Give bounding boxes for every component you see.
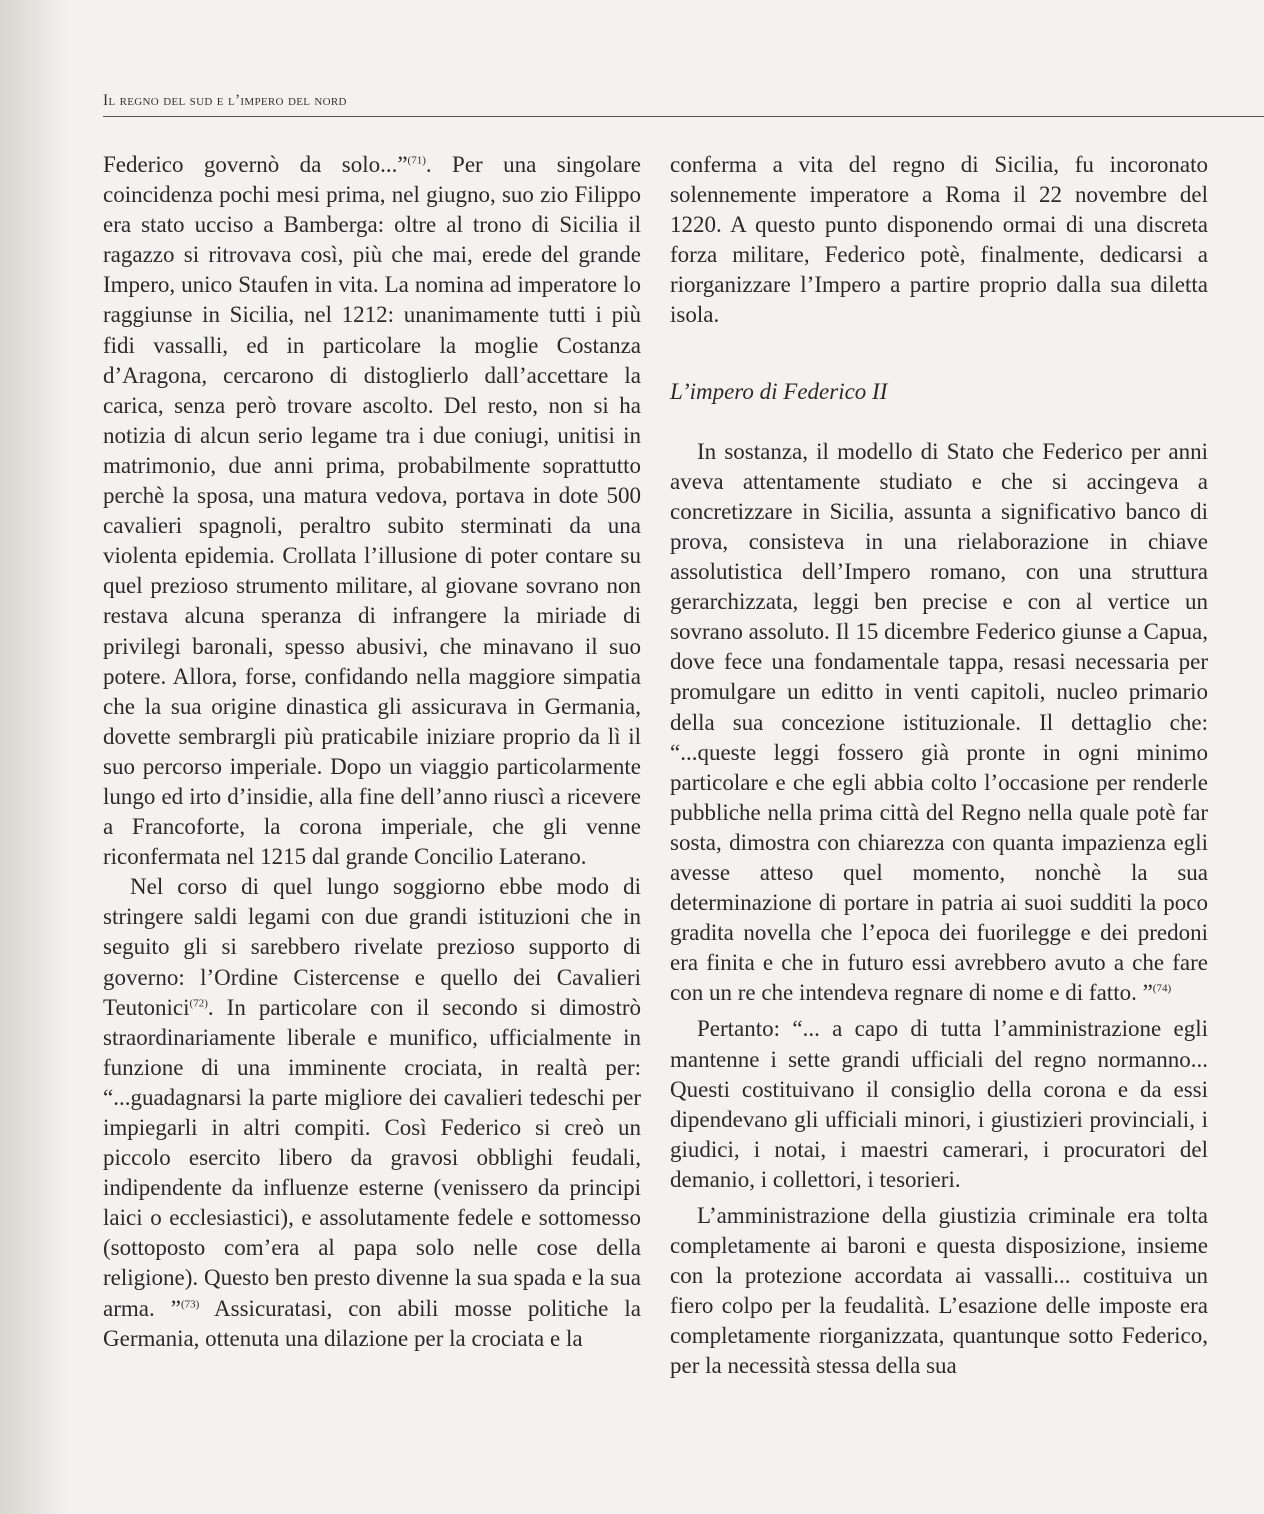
footnote-ref: (73) (180, 1297, 200, 1310)
footnote-ref: (71) (407, 154, 426, 167)
footnote-ref: (72) (189, 996, 208, 1009)
paragraph: Nel corso di quel lungo soggiorno ebbe modo di stringere saldi legami con due grandi istituzioni che in seguito gli si sarebbero rivelate prezioso supporto di governo: l’Ordine Cistercense e quello dei Cavalieri Teutonici$^{(72)}$. In particolare con il secondo si dimostrò straordinariamente liberale e munifico, ufficialmente in funzione di una imminente crociata, in realtà per: “...guadagnarsi la parte migliore dei cavalieri tedeschi per impiegarli in altri compiti. Così Federico si creò un piccolo esercito libero da gravosi obblighi feudali, indipendente da influenze esterne (venissero da principi laici o ecclesiastici), e assolutamente fedele e sottomesso (sottoposto com’era al papa solo nelle cose della religione). Questo ben presto divenne la sua spada e la sua arma. ”$^{(73)}$ Assicuratasi, con abili mosse politiche la Germania, ottenuta una dilazione per la crociata e la (103, 874, 641, 1351)
paragraph: L’amministrazione della giustizia criminale era tolta completamente ai baroni e questa disposizione, insieme con la protezione accordata ai vassalli... costituiva un fiero colpo per la feudalità. L’esazione delle imposte era completamente riorganizzata, quantunque sotto Federico, per la necessità stessa della sua (670, 1203, 1208, 1379)
paragraph: Federico governò da solo...”$^{(71)}$. Per una singolare coincidenza pochi mesi prima, nel giugno, suo zio Filippo era stato ucciso a Bamberga: oltre al trono di Sicilia il ragazzo si ritrovava così, più che mai, erede del grande Impero, unico Staufen in vita. La nomina ad imperatore lo raggiunse in Sicilia, nel 1212: unanimamente tutti i più fidi vassalli, ed in particolare la moglie Costanza d’Aragona, cercarono di distoglierlo dall’accettare la carica, senza però trovare ascolto. Del resto, non si ha notizia di alcun serio legame tra i due coniugi, unitisi in matrimonio, due anni prima, probabilmente soprattutto perchè la sposa, una matura vedova, portava in dote 500 cavalieri spagnoli, peraltro subito sterminati da una violenta epidemia. Crollata l’illusione di poter contare su quel prezioso strumento militare, al giovane sovrano non restava alcuna speranza di infrangere la miriade di privilegi baronali, spesso abusivi, che minavano il suo potere. Allora, forse, confidando nella maggiore simpatia che la sua origine dinastica gli assicurava in Germania, dovette sembrargli più praticabile iniziare proprio da lì il suo percorso imperiale. Dopo un viaggio particolarmente lungo ed irto d’insidie, alla fine dell’anno riuscì a ricevere a Francoforte, la corona imperiale, che gli venne riconfermata nel 1215 dal grande Concilio Laterano. (103, 152, 641, 870)
left-column (103, 150, 641, 1470)
paragraph: In sostanza, il modello di Stato che Federico per anni aveva attentamente studiato e che si accingeva a concretizzare in Sicilia, assunta a significativo banco di prova, consisteva in una rielaborazione in chiave assolutistica dell’Impero romano, con una struttura gerarchizzata, leggi ben precise e con al vertice un sovrano assoluto. Il 15 dicembre Federico giunse a Capua, dove fece una fondamentale tappa, resasi necessaria per promulgare un editto in venti capitoli, nucleo primario della sua concezione istituzionale. Il dettaglio che: “...queste leggi fossero già pronte in ogni minimo particolare e che egli abbia colto l’occasione per renderle pubbliche nella prima città del Regno nella quale potè far sosta, dimostra con chiarezza con quanta impazienza egli avesse atteso quel momento, nonchè la sua determinazione di portare in patria ai suoi sudditi la poco gradita novella che l’epoca dei fuorilegge e dei predoni era finita e che in futuro essi avrebbero avuto a che fare con un re che intendeva regnare di nome e di fatto. ”$^{(74)}$ (670, 438, 1208, 1006)
header-rule (103, 116, 1264, 117)
right-column (670, 150, 1208, 1470)
paragraph: Pertanto: “... a capo di tutta l’amministrazione egli mantenne i sette grandi ufficiali del regno normanno... Questi costituivano il consiglio della corona e da essi dipendevano gli ufficiali minori, i giustizieri provinciali, i giudici, i notai, i maestri camerari, i procuratori del demanio, i collettori, i tesorieri. (670, 1016, 1208, 1192)
page-gutter-shadow (0, 0, 70, 1514)
section-title: L’impero di Federico II (670, 378, 888, 404)
footnote-ref: (74) (1152, 982, 1172, 995)
running-header: Il regno del sud e l’impero del nord (103, 92, 347, 109)
paragraph: conferma a vita del regno di Sicilia, fu incoronato solennemente imperatore a Roma il 22 novembre del 1220. A questo punto disponendo ormai di una discreta forza militare, Federico potè, finalmente, dedicarsi a riorganizzare l’Impero a partire proprio dalla sua diletta isola. (670, 152, 1208, 328)
